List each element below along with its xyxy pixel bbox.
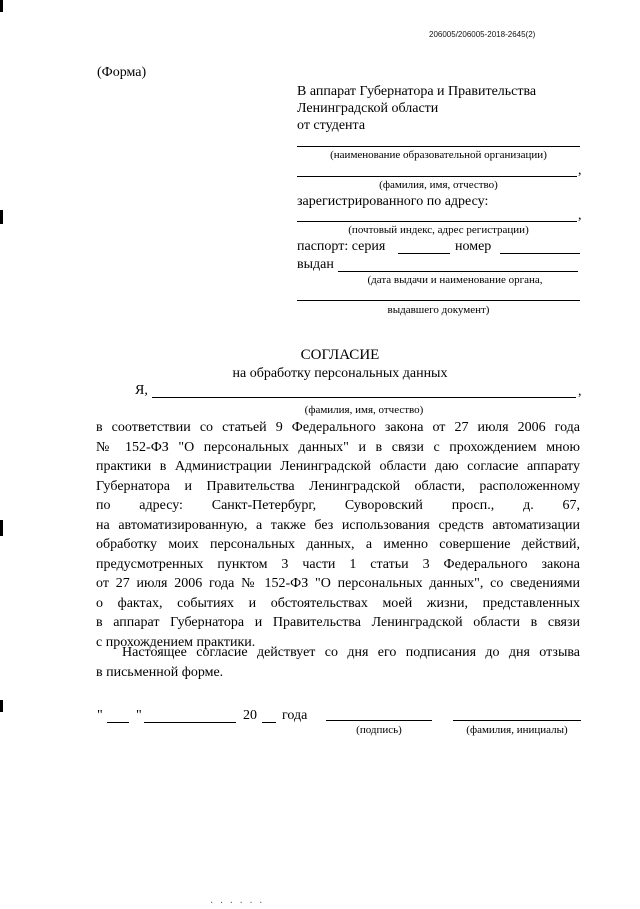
- document-id: 206005/206005-2018-2645(2): [429, 30, 536, 39]
- body-line: от 27 июля 2006 года № 152-ФЗ "О персональных данных", со сведениями: [96, 576, 580, 591]
- passport-number-field[interactable]: [500, 253, 580, 254]
- body-line: предусмотренных пунктом 3 части 1 статьи 3 Федерального закона: [96, 556, 580, 572]
- addressee-line-3: от студента: [297, 118, 366, 133]
- ya-label: Я,: [135, 383, 148, 398]
- signature-field[interactable]: [326, 720, 432, 721]
- signature-caption: (подпись): [356, 724, 402, 736]
- address-comma: ,: [578, 208, 582, 223]
- scan-margin-mark: [0, 210, 3, 224]
- org-name-caption: (наименование образовательной организации): [330, 149, 547, 161]
- body-line: практики в Администрации Ленинградской области даю согласие аппарату: [96, 459, 580, 474]
- passport-number-label: номер: [455, 239, 492, 254]
- date-quote-close: ": [136, 708, 142, 723]
- full-name-comma: ,: [578, 384, 582, 399]
- date-year-suffix: года: [282, 708, 308, 723]
- body-line: № 152-ФЗ "О персональных данных" и в связи с прохождением мною: [96, 439, 580, 455]
- org-name-field[interactable]: [297, 146, 580, 147]
- scan-margin-mark: [0, 700, 3, 712]
- body-line: в соответствии со статьей 9 Федерального закона от 27 июля 2006 года: [96, 420, 580, 435]
- date-year-prefix: 20: [243, 708, 257, 723]
- full-name-field[interactable]: [152, 397, 576, 398]
- body-line: Губернатора и Правительства Ленинградской области, расположенному: [96, 478, 580, 494]
- full-name-caption: (фамилия, имя, отчество): [304, 404, 424, 416]
- issued-caption-1: (дата выдачи и наименование органа,: [367, 274, 543, 286]
- validity-line: Настоящее согласие действует со дня его подписания до дня отзыва: [122, 645, 580, 660]
- issued-caption-2: выдавшего документ): [387, 304, 490, 316]
- document-title: СОГЛАСИЕ: [300, 347, 380, 363]
- passport-series-field[interactable]: [398, 253, 450, 254]
- form-label: (Форма): [97, 65, 147, 80]
- signer-name-caption: (фамилия, инициалы): [466, 724, 568, 736]
- body-line: в аппарат Губернатора и Правительства Ленинградской области в связи: [96, 615, 580, 630]
- addressee-line-1: В аппарат Губернатора и Правительства: [297, 84, 537, 99]
- passport-series-label: паспорт: серия: [297, 239, 386, 254]
- scan-footer-dots: · · · · · ·: [210, 898, 265, 909]
- date-day-field[interactable]: [107, 722, 129, 723]
- body-line: по адресу: Санкт-Петербург, Суворовский просп., д. 67,: [96, 498, 580, 513]
- issued-label: выдан: [297, 257, 334, 272]
- body-line: о фактах, событиях и обстоятельствах моей жизни, представленных: [96, 595, 580, 611]
- student-name-caption: (фамилия, имя, отчество): [379, 179, 498, 191]
- registered-label: зарегистрированного по адресу:: [297, 194, 489, 209]
- date-quote-open: ": [97, 708, 103, 723]
- body-line: на автоматизированную, а также без использования средств автоматизации: [96, 517, 580, 533]
- validity-line: в письменной форме.: [96, 664, 224, 680]
- date-year-field[interactable]: [262, 722, 276, 723]
- document-subtitle: на обработку персональных данных: [232, 366, 448, 381]
- student-name-comma: ,: [578, 163, 582, 178]
- address-caption: (почтовый индекс, адрес регистрации): [348, 224, 529, 236]
- validity-paragraph: [96, 643, 580, 682]
- issuer-field[interactable]: [297, 300, 580, 301]
- issued-field[interactable]: [338, 271, 578, 272]
- date-month-field[interactable]: [144, 722, 236, 723]
- address-field[interactable]: [297, 221, 577, 222]
- addressee-line-2: Ленинградской области: [297, 101, 439, 116]
- student-name-field[interactable]: [297, 176, 577, 177]
- body-line: с прохождением практики.: [96, 634, 256, 650]
- signer-name-field[interactable]: [453, 720, 581, 721]
- scan-margin-mark: [0, 0, 3, 12]
- consent-body: [96, 418, 580, 652]
- body-line: обработку моих персональных данных, а именно совершение действий,: [96, 537, 580, 552]
- scan-margin-mark: [0, 520, 3, 536]
